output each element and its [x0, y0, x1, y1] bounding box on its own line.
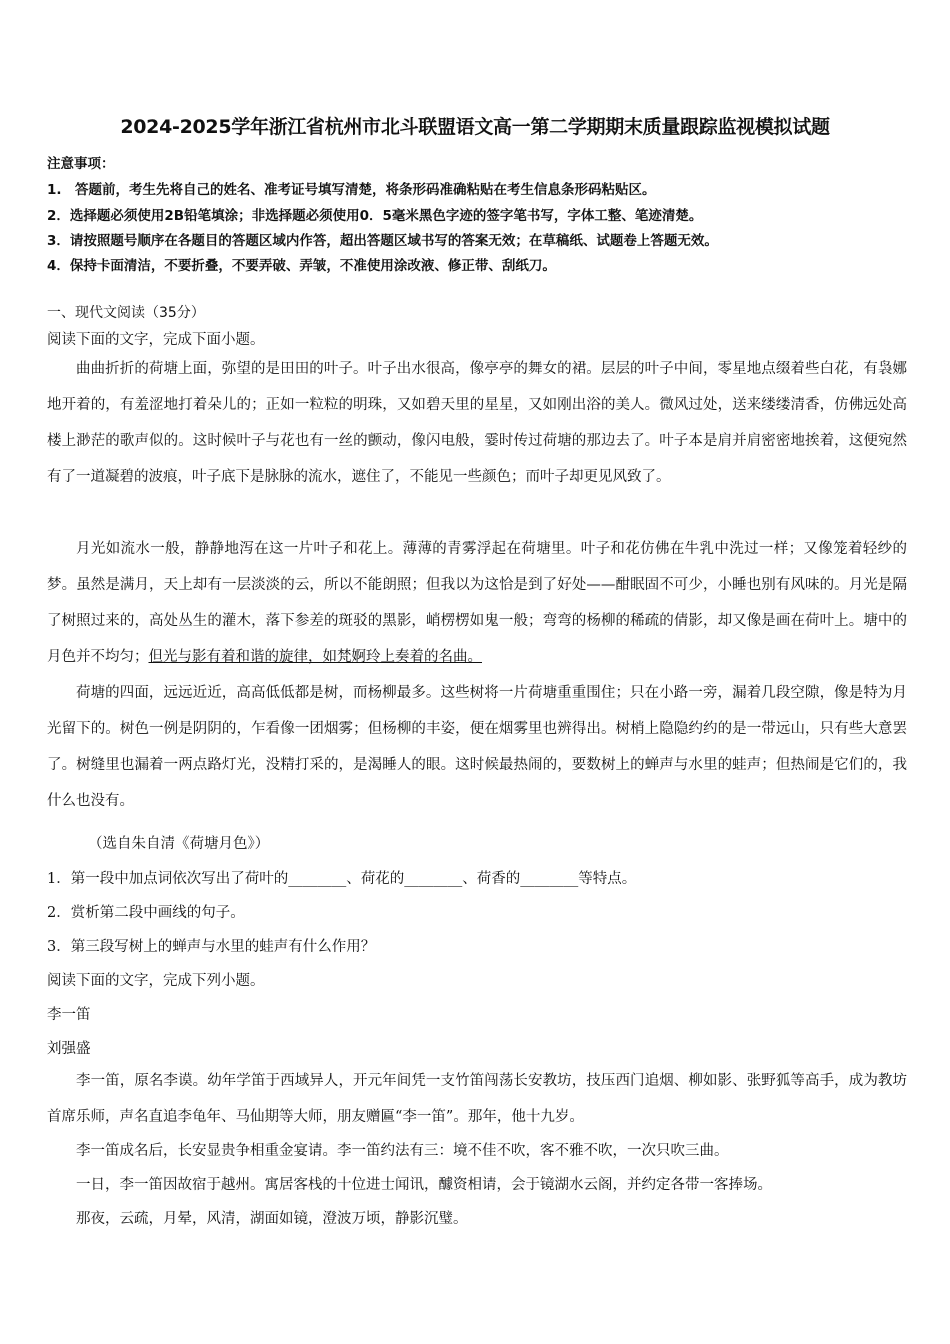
reading-instruction: 阅读下面的文字，完成下面小题。 — [47, 332, 265, 348]
story-paragraph: 李一笛，原名李谟。幼年学笛于西域异人，开元年间凭一支竹笛闯荡长安教坊，技压西门追烟、柳如影、张野狐等高手，成为教坊首席乐师，声名直追李龟年、马仙期等大师，朋友赠匾“李一笛”。那年，他十九岁。 — [47, 1073, 907, 1125]
notice-heading: 注意事项： — [47, 156, 115, 172]
story-paragraph: 那夜，云疏，月晕，风清，湖面如镜，澄波万顷，静影沉璧。 — [76, 1211, 468, 1227]
underlined-sentence: 但光与影有着和谐的旋律，如梵婀玲上奏着的名曲。 — [148, 649, 482, 665]
question-item: 3．第三段写树上的蝉声与水里的蛙声有什么作用？ — [47, 939, 376, 955]
story-title: 李一笛 — [47, 1007, 91, 1023]
passage-paragraph — [47, 531, 907, 675]
passage-paragraph: 曲曲折折的荷塘上面，弥望的是田田的叶子。叶子出水很高，像亭亭的舞女的裙。层层的叶子中间，零星地点缀着些白花，有袅娜地开着的，有羞涩地打着朵儿的；正如一粒粒的明珠，又如碧天里的星星，又如刚出浴的美人。微风过处，送来缕缕清香，仿佛远处高楼上渺茫的歌声似的。这时候叶子与花也有一丝的颤动，像闪电般，霎时传过荷塘的那边去了。叶子本是肩并肩密密地挨着，这便宛然有了一道凝碧的波痕，叶子底下是脉脉的流水，遮住了，不能见一些颜色；而叶子却更见风致了。 — [47, 361, 907, 485]
question-item: 2．赏析第二段中画线的句子。 — [47, 905, 245, 921]
paragraph-text: 月光如流水一般，静静地泻在这一片叶子和花上。薄薄的青雾浮起在荷塘里。叶子和花仿佛在牛乳中洗过一样；又像笼着轻纱的梦。虽然是满月，天上却有一层淡淡的云，所以不能朗照；但我以为这恰是到了好处——酣眠固不可少，小睡也别有风味的。月光是隔了树照过来的，高处丛生的灌木，落下参差的斑驳的黑影，峭楞楞如鬼一般；弯弯的杨柳的稀疏的倩影，却又像是画在荷叶上。塘中的月色并不均匀； — [47, 541, 907, 665]
reading-instruction: 阅读下面的文字，完成下列小题。 — [47, 973, 265, 989]
notice-item: 4．保持卡面清洁，不要折叠，不要弄破、弄皱，不准使用涂改液、修正带、刮纸刀。 — [47, 258, 556, 274]
question-item: 1．第一段中加点词依次写出了荷叶的________、荷花的________、荷香的________等特点。 — [47, 871, 637, 887]
passage-paragraph: 荷塘的四面，远远近近，高高低低都是树，而杨柳最多。这些树将一片荷塘重重围住；只在小路一旁，漏着几段空隙，像是特为月光留下的。树色一例是阴阴的，乍看像一团烟雾；但杨柳的丰姿，便在烟雾里也辨得出。树梢上隐隐约约的是一带远山，只有些大意罢了。树缝里也漏着一两点路灯光，没精打采的，是渴睡人的眼。这时候最热闹的，要数树上的蝉声与水里的蛙声；但热闹是它们的，我什么也没有。 — [47, 685, 907, 809]
story-author: 刘强盛 — [47, 1041, 91, 1057]
notice-item: 3．请按照题号顺序在各题目的答题区域内作答，超出答题区域书写的答案无效；在草稿纸、试题卷上答题无效。 — [47, 233, 718, 249]
story-paragraph: 李一笛成名后，长安显贵争相重金宴请。李一笛约法有三：境不佳不吹，客不雅不吹，一次只吹三曲。 — [76, 1143, 729, 1159]
section-heading: 一、现代文阅读（35分） — [47, 305, 205, 321]
passage-source: （选自朱自清《荷塘月色》） — [88, 836, 270, 852]
notice-item: 2．选择题必须使用2B铅笔填涂；非选择题必须使用0．5毫米黑色字迹的签字笔书写，字体工整、笔迹清楚。 — [47, 208, 703, 224]
document-title: 2024-2025学年浙江省杭州市北斗联盟语文高一第二学期期末质量跟踪监视模拟试题 — [120, 116, 830, 138]
notice-item: 1. 答题前，考生先将自己的姓名、准考证号填写清楚，将条形码准确粘贴在考生信息条形码粘贴区。 — [47, 182, 656, 198]
story-paragraph: 一日，李一笛因故宿于越州。寓居客栈的十位进士闻讯，醵资相请，会于镜湖水云阁，并约定各带一客捧场。 — [76, 1177, 772, 1193]
